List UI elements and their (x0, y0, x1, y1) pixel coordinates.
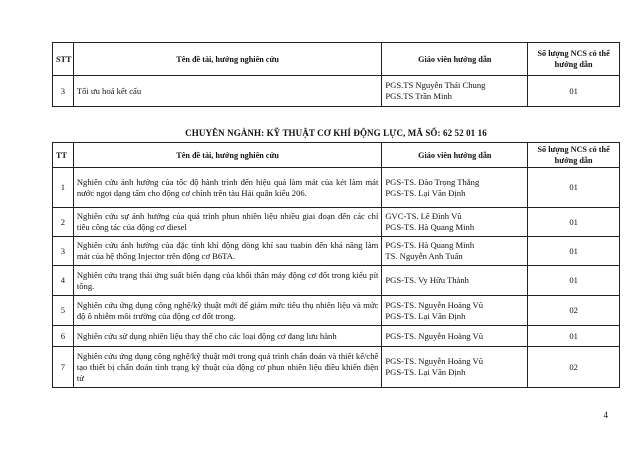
table-row (53, 347, 620, 388)
topics-table (52, 142, 620, 388)
table-row (53, 208, 620, 237)
table-row (53, 326, 620, 347)
row-topic: Nghiên cứu sử dụng nhiên liệu thay thế cho các loại động cơ đang lưu hành (73, 326, 382, 347)
table-row (53, 237, 620, 266)
table-row (53, 266, 620, 296)
row-number: 7 (53, 347, 74, 388)
row-supervisors (382, 266, 528, 296)
header-supervisor: Giáo viên hướng dẫn (382, 43, 528, 76)
row-number: 1 (53, 168, 74, 208)
supervisor-name: PGS-TS. Nguyễn Hoàng Vũ (385, 299, 484, 310)
row-supervisors (382, 347, 528, 388)
row-topic: Nghiên cứu ảnh hưởng của đặc tính khí động dòng khí sau tuabin đến khả năng làm mát của hệ thống Injector trên động cơ B6TA. (73, 237, 382, 266)
row-topic: Nghiên cứu sự ảnh hưởng của quá trình phun nhiên liệu nhiều giai đoạn đến các chỉ tiêu công tác của động cơ diesel (73, 208, 382, 237)
row-count: 01 (528, 326, 620, 347)
supervisor-name: PGS-TS. Nguyễn Hoàng Vũ (385, 330, 484, 341)
table-header-row (53, 43, 620, 76)
row-topic: Nghiên cứu ảnh hưởng của tốc độ hành trình đến hiệu quả làm mát của két làm mát nước ngọt dạng tấm cho động cơ chính trên tàu Hải quân kiểu 206. (73, 168, 382, 208)
row-count: 01 (528, 208, 620, 237)
supervisor-name: PGS-TS. Đào Trọng Thắng (385, 176, 480, 187)
supervisor-name: PGS-TS. Hà Quang Minh (385, 240, 475, 250)
supervisor-name: PGS-TS. Hà Quang Minh (385, 222, 475, 232)
row-number: 3 (53, 76, 74, 107)
supervisor-name: PGS-TS. Lại Văn Định (385, 367, 466, 377)
row-supervisors (382, 296, 528, 326)
supervisor-name: PGS.TS Trần Minh (385, 91, 452, 101)
supervisor-name: GVC-TS. Lê Đình Vũ (385, 211, 462, 221)
supervisor-name: TS. Nguyễn Anh Tuấn (385, 251, 463, 261)
row-topic: Nghiên cứu trạng thái ứng suất biến dạng của khối thân máy động cơ đốt trong kiểu pít tông. (73, 266, 382, 296)
row-number: 2 (53, 208, 74, 237)
row-topic: Tối ưu hoá kết cấu (73, 76, 382, 107)
table-row (53, 76, 620, 107)
row-count: 01 (528, 168, 620, 208)
page-number: 4 (603, 410, 608, 420)
supervisor-name: PGS-TS. Lại Văn Định (385, 310, 466, 321)
row-count: 01 (528, 266, 620, 296)
row-topic: Nghiên cứu ứng dụng công nghệ/kỹ thuật mới để giảm mức tiêu thụ nhiên liệu và mức độ ô nhiễm môi trường của động cơ đốt trong. (73, 296, 382, 326)
header-topic: Tên đề tài, hướng nghiên cứu (73, 143, 382, 168)
header-count: Số lượng NCS có thể hướng dẫn (528, 143, 620, 168)
table-row (53, 296, 620, 326)
section-heading: CHUYÊN NGÀNH: KỸ THUẬT CƠ KHÍ ĐỘNG LỰC, MÃ SỐ: 62 52 01 16 (185, 128, 487, 138)
row-supervisors (382, 168, 528, 208)
topics-table-continued (52, 42, 620, 107)
table-header-row (53, 143, 620, 168)
supervisor-name: PGS-TS. Lại Văn Định (385, 187, 466, 198)
table-row (53, 168, 620, 208)
header-stt: STT (53, 43, 74, 76)
row-number: 5 (53, 296, 74, 326)
supervisor-name: PGS-TS. Vy Hữu Thành (385, 275, 469, 285)
supervisor-name: PGS.TS Nguyễn Thái Chung (385, 80, 486, 90)
row-supervisors (382, 208, 528, 237)
header-supervisor: Giáo viên hướng dẫn (382, 143, 528, 168)
row-count: 02 (528, 296, 620, 326)
header-count: Số lượng NCS có thể hướng dẫn (528, 43, 620, 76)
row-topic: Nghiên cứu ứng dụng công nghệ/kỹ thuật mới trong quá trình chẩn đoán và thiết kế/chế tạo thiết bị chẩn đoán tình trạng kỹ thuật của động cơ phun nhiên liệu điều khiển điện tử (73, 347, 382, 388)
row-count: 01 (528, 76, 620, 107)
supervisor-name: PGS-TS. Nguyễn Hoàng Vũ (385, 356, 484, 366)
header-topic: Tên đề tài, hướng nghiên cứu (73, 43, 382, 76)
row-supervisors (382, 237, 528, 266)
row-supervisors (382, 326, 528, 347)
row-count: 01 (528, 237, 620, 266)
row-number: 4 (53, 266, 74, 296)
row-supervisors (382, 76, 528, 107)
row-count: 02 (528, 347, 620, 388)
header-tt: TT (53, 143, 74, 168)
row-number: 3 (53, 237, 74, 266)
row-number: 6 (53, 326, 74, 347)
